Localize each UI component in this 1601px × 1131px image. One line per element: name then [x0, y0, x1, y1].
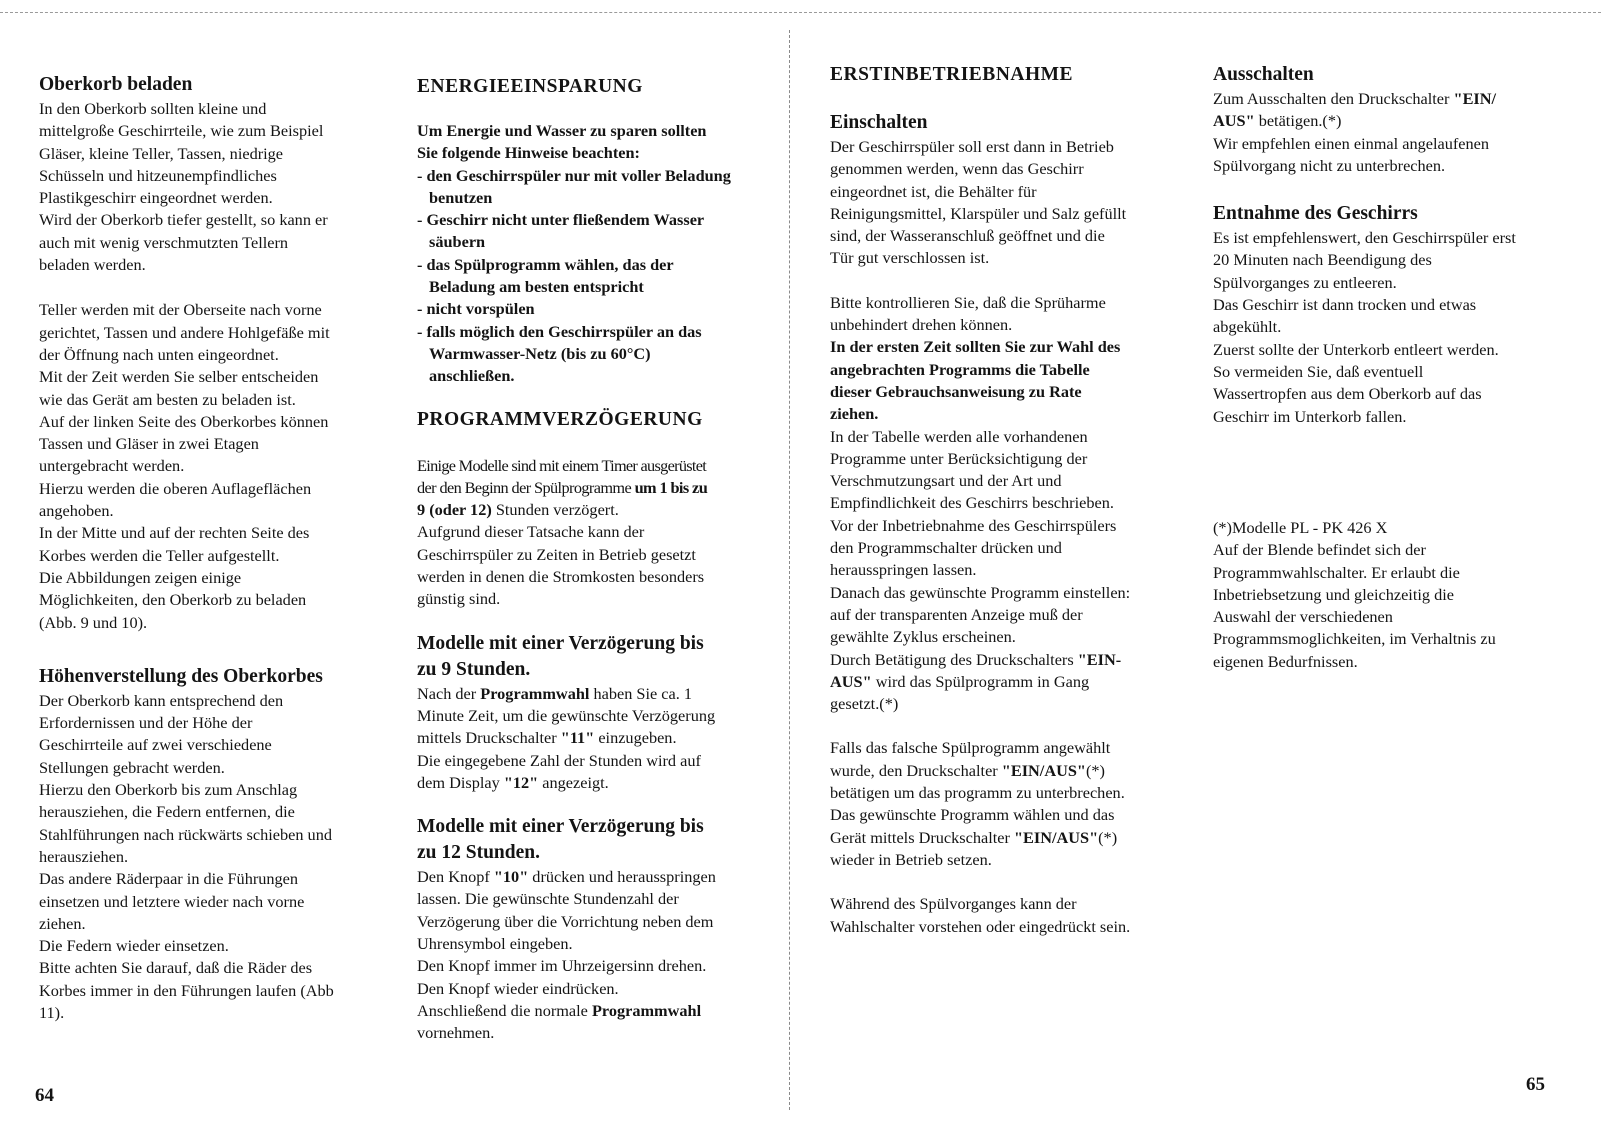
text-line: dieser Gebrauchsanweisung zu Rate — [830, 381, 1082, 401]
text-line: angehoben. — [39, 501, 114, 521]
heading-verzoegerung-9-cont: zu 9 Stunden. — [417, 658, 531, 680]
text-line: Programmsmoglichkeiten, im Verhaltnis zu — [1213, 629, 1496, 649]
text-line: Hierzu werden die oberen Auflageflächen — [39, 478, 312, 498]
text-line: Sie folgende Hinweise beachten: — [417, 143, 640, 163]
text-line: einsetzen und letztere wieder nach vorne — [39, 891, 305, 911]
text-line: Auf der Blende befindet sich der — [1213, 540, 1426, 560]
text-line: Empfindlichkeit des Geschirrs beschrieben. — [830, 493, 1114, 513]
text-line: gerichtet, Tassen und andere Hohlgefäße mit — [39, 322, 330, 342]
text-line: 20 Minuten nach Beendigung des — [1213, 250, 1432, 270]
text-line: mittelgroße Geschirrteile, wie zum Beispiel — [39, 121, 324, 141]
text-line: So vermeiden Sie, daß eventuell — [1213, 361, 1424, 381]
text-line: sind, der Wasseranschluß geöffnet und die — [830, 226, 1105, 246]
text-line: unbehindert drehen können. — [830, 315, 1013, 335]
text-line: AUS" betätigen.(*) — [1213, 111, 1342, 131]
text-line: In der Tabelle werden alle vorhandenen — [830, 426, 1088, 446]
column-2 — [417, 74, 762, 1045]
text-line: wie das Gerät am besten zu beladen ist. — [39, 389, 296, 409]
text-line: Zuerst sollte der Unterkorb entleert werden. — [1213, 339, 1499, 359]
text-line: Minute Zeit, um die gewünschte Verzögerung — [417, 705, 716, 725]
text-line: genommen werden, wenn das Geschirr — [830, 159, 1084, 179]
heading-verzoegerung-9: Modelle mit einer Verzögerung bis — [417, 632, 704, 654]
heading-oberkorb-beladen: Oberkorb beladen — [39, 74, 193, 95]
text-line: Wird der Oberkorb tiefer gestellt, so kann er — [39, 210, 328, 230]
text-line: Nach der Programmwahl haben Sie ca. 1 — [417, 683, 693, 703]
text-line: (Abb. 9 und 10). — [39, 612, 148, 632]
text-line: Aufgrund dieser Tatsache kann der — [417, 522, 645, 542]
tip-item-cont: anschließen. — [429, 366, 515, 386]
text-line: lassen. Die gewünschte Stundenzahl der — [417, 889, 679, 909]
tip-item: - nicht vorspülen — [417, 299, 535, 319]
text-line: Bitte achten Sie darauf, daß die Räder des — [39, 958, 313, 978]
text-line: Stellungen gebracht werden. — [39, 757, 225, 777]
text-line: Programmwahlschalter. Er erlaubt die — [1213, 562, 1460, 582]
text-line: Anschließend die normale Programmwahl — [417, 1000, 702, 1020]
tip-item-cont: Warmwasser-Netz (bis zu 60°C) — [429, 343, 651, 363]
text-line: beladen werden. — [39, 255, 146, 275]
text-line: Danach das gewünschte Programm einstellen: — [830, 582, 1131, 602]
text-line: wurde, den Druckschalter "EIN/AUS"(*) — [830, 760, 1105, 780]
text-line: Korbes werden die Teller aufgestellt. — [39, 545, 280, 565]
text-line: Erfordernissen und der Höhe der — [39, 713, 253, 733]
text-line: Den Knopf immer im Uhrzeigersinn drehen. — [417, 956, 707, 976]
page-number-left: 64 — [35, 1085, 54, 1106]
text-line: ziehen. — [39, 913, 86, 933]
tip-item: - das Spülprogramm wählen, das der — [417, 254, 674, 274]
footnote-modelle — [1213, 517, 1573, 673]
text-line: herausziehen, die Federn entfernen, die — [39, 802, 295, 822]
text-line: auch mit wenig verschmutzten Tellern — [39, 232, 289, 252]
text-line: Möglichkeiten, den Oberkorb zu beladen — [39, 590, 307, 610]
text-line: wieder in Betrieb setzen. — [830, 849, 992, 869]
section-erstinbetriebnahme: ERSTINBETRIEBNAHME — [830, 64, 1074, 85]
text-line: der Öffnung nach unten eingeordnet. — [39, 344, 279, 364]
top-border — [0, 12, 1601, 13]
text-line: Stahlführungen nach rückwärts schieben und — [39, 824, 332, 844]
text-line: gesetzt.(*) — [830, 694, 899, 714]
text-line: Um Energie und Wasser zu sparen sollten — [417, 121, 707, 140]
text-line: Spülvorganges zu entleeren. — [1213, 272, 1397, 292]
text-line: auf der transparenten Anzeige muß der — [830, 604, 1083, 624]
text-line: Das Geschirr ist dann trocken und etwas — [1213, 295, 1477, 315]
text-line: Geschirr im Unterkorb fallen. — [1213, 406, 1407, 426]
heading-verzoegerung-12-cont: zu 12 Stunden. — [417, 842, 540, 864]
text-line: ziehen. — [830, 404, 879, 424]
text-line: Geschirrteile auf zwei verschiedene — [39, 735, 272, 755]
text-line: Zum Ausschalten den Druckschalter "EIN/ — [1213, 89, 1497, 108]
text-line: mittels Druckschalter "11" einzugeben. — [417, 728, 677, 748]
text-line: Mit der Zeit werden Sie selber entscheiden — [39, 367, 319, 387]
text-line: Die Federn wieder einsetzen. — [39, 936, 229, 956]
text-line: Auf der linken Seite des Oberkorbes können — [39, 411, 329, 431]
text-line: Tassen und Gläser in zwei Etagen — [39, 434, 259, 454]
section-programmverzoegerung: PROGRAMMVERZÖGERUNG — [417, 408, 703, 430]
text-line: Das gewünschte Programm wählen und das — [830, 805, 1115, 825]
text-line: Verzögerung über die Vorrichtung neben dem — [417, 911, 714, 931]
text-line: Der Oberkorb kann entsprechend den — [39, 690, 284, 710]
text-line: Geschirrspüler zu Zeiten in Betrieb gesetzt — [417, 544, 696, 564]
text-line: der den Beginn der Spülprogramme um 1 bis zu — [417, 477, 708, 497]
tip-item-cont: säubern — [429, 232, 486, 252]
text-line: In der ersten Zeit sollten Sie zur Wahl des — [830, 337, 1121, 357]
text-line: eigenen Bedurfnissen. — [1213, 651, 1358, 671]
text-line: Wir empfehlen einen einmal angelaufenen — [1213, 133, 1489, 153]
text-line: den Programmschalter drücken und — [830, 538, 1062, 558]
text-line: Vor der Inbetriebnahme des Geschirrspülers — [830, 515, 1117, 535]
text-line: gewählte Zyklus erscheinen. — [830, 627, 1016, 647]
text-line: Gerät mittels Druckschalter "EIN/AUS"(*) — [830, 827, 1118, 847]
text-line: Plastikgeschirr eingeordnet werden. — [39, 188, 273, 208]
text-line: Wassertropfen aus dem Oberkorb auf das — [1213, 384, 1482, 404]
column-3 — [830, 62, 1190, 938]
tip-item-cont: Beladung am besten entspricht — [429, 277, 644, 297]
text-line: untergebracht werden. — [39, 456, 185, 476]
text-line: Spülvorgang nicht zu unterbrechen. — [1213, 155, 1446, 175]
text-line: werden in denen die Stromkosten besonders — [417, 567, 705, 587]
text-line: Verschmutzungsart und der Art und — [830, 471, 1062, 491]
text-line: herausspringen lassen. — [830, 560, 977, 580]
tip-item: - den Geschirrspüler nur mit voller Beladung — [417, 165, 731, 185]
text-line: Den Knopf wieder eindrücken. — [417, 978, 619, 998]
text-line: angebrachten Programms die Tabelle — [830, 359, 1090, 379]
section-energieeinsparung: ENERGIEEINSPARUNG — [417, 76, 643, 97]
tip-item-cont: benutzen — [429, 187, 493, 207]
heading-ausschalten: Ausschalten — [1213, 64, 1314, 85]
text-line: Tür gut verschlossen ist. — [830, 248, 990, 268]
tip-item: - Geschirr nicht unter fließendem Wasser — [417, 210, 705, 230]
text-line: Durch Betätigung des Druckschalters "EIN- — [830, 649, 1122, 669]
text-line: 9 (oder 12) Stunden verzögert. — [417, 500, 619, 520]
text-line: Gläser, kleine Teller, Tassen, niedrige — [39, 143, 284, 163]
text-line: Das andere Räderpaar in die Führungen — [39, 869, 299, 889]
column-4 — [1213, 62, 1573, 428]
heading-verzoegerung-12: Modelle mit einer Verzögerung bis — [417, 816, 704, 838]
text-line: Auswahl der verschiedenen — [1213, 607, 1393, 627]
text-line: Programme unter Berücksichtigung der — [830, 448, 1088, 468]
heading-einschalten: Einschalten — [830, 112, 928, 133]
text-line: dem Display "12" angezeigt. — [417, 772, 609, 792]
text-line: 11). — [39, 1002, 65, 1022]
page-number-right: 65 — [1526, 1074, 1545, 1095]
text-line: Korbes immer in den Führungen laufen (Abb — [39, 980, 334, 1000]
column-1 — [39, 72, 379, 1024]
text-line: betätigen um das programm zu unterbrechen. — [830, 783, 1125, 803]
text-line: Es ist empfehlenswert, den Geschirrspüler erst — [1213, 228, 1516, 248]
text-line: Reinigungsmittel, Klarspüler und Salz gefüllt — [830, 203, 1127, 223]
text-line: günstig sind. — [417, 589, 501, 609]
text-line: Wahlschalter vorstehen oder eingedrückt sein. — [830, 916, 1131, 936]
heading-hoehenverstellung: Höhenverstellung des Oberkorbes — [39, 665, 323, 687]
page-fold — [789, 30, 790, 1110]
text-line: Während des Spülvorganges kann der — [830, 894, 1077, 914]
text-line: Die Abbildungen zeigen einige — [39, 567, 242, 587]
text-line: Der Geschirrspüler soll erst dann in Betrieb — [830, 137, 1114, 156]
text-line: Bitte kontrollieren Sie, daß die Sprüharme — [830, 292, 1106, 312]
text-line: Schüsseln und hitzeunempfindliches — [39, 165, 277, 185]
text-line: AUS" wird das Spülprogramm in Gang — [830, 671, 1090, 691]
text-line: Einige Modelle sind mit einem Timer ausgerüstet — [417, 455, 707, 475]
text-line: Inbetriebsetzung und gleichzeitig die — [1213, 584, 1454, 604]
text-line: In der Mitte und auf der rechten Seite des — [39, 523, 310, 543]
text-line: eingeordnet ist, die Behälter für — [830, 181, 1037, 201]
text-line: Den Knopf "10" drücken und herausspringen — [417, 867, 716, 887]
text-line: (*)Modelle PL - PK 426 X — [1213, 518, 1388, 537]
text-line: Teller werden mit der Oberseite nach vorne — [39, 300, 322, 320]
text-line: herausziehen. — [39, 846, 129, 866]
text-line: Falls das falsche Spülprogramm angewählt — [830, 738, 1111, 758]
text-line: In den Oberkorb sollten kleine und — [39, 99, 267, 118]
tip-item: - falls möglich den Geschirrspüler an das — [417, 321, 702, 341]
heading-entnahme: Entnahme des Geschirrs — [1213, 203, 1418, 225]
text-line: Hierzu den Oberkorb bis zum Anschlag — [39, 780, 298, 800]
text-line: abgekühlt. — [1213, 317, 1282, 337]
text-line: Uhrensymbol eingeben. — [417, 934, 573, 954]
text-line: vornehmen. — [417, 1023, 495, 1043]
text-line: Die eingegebene Zahl der Stunden wird auf — [417, 750, 701, 770]
